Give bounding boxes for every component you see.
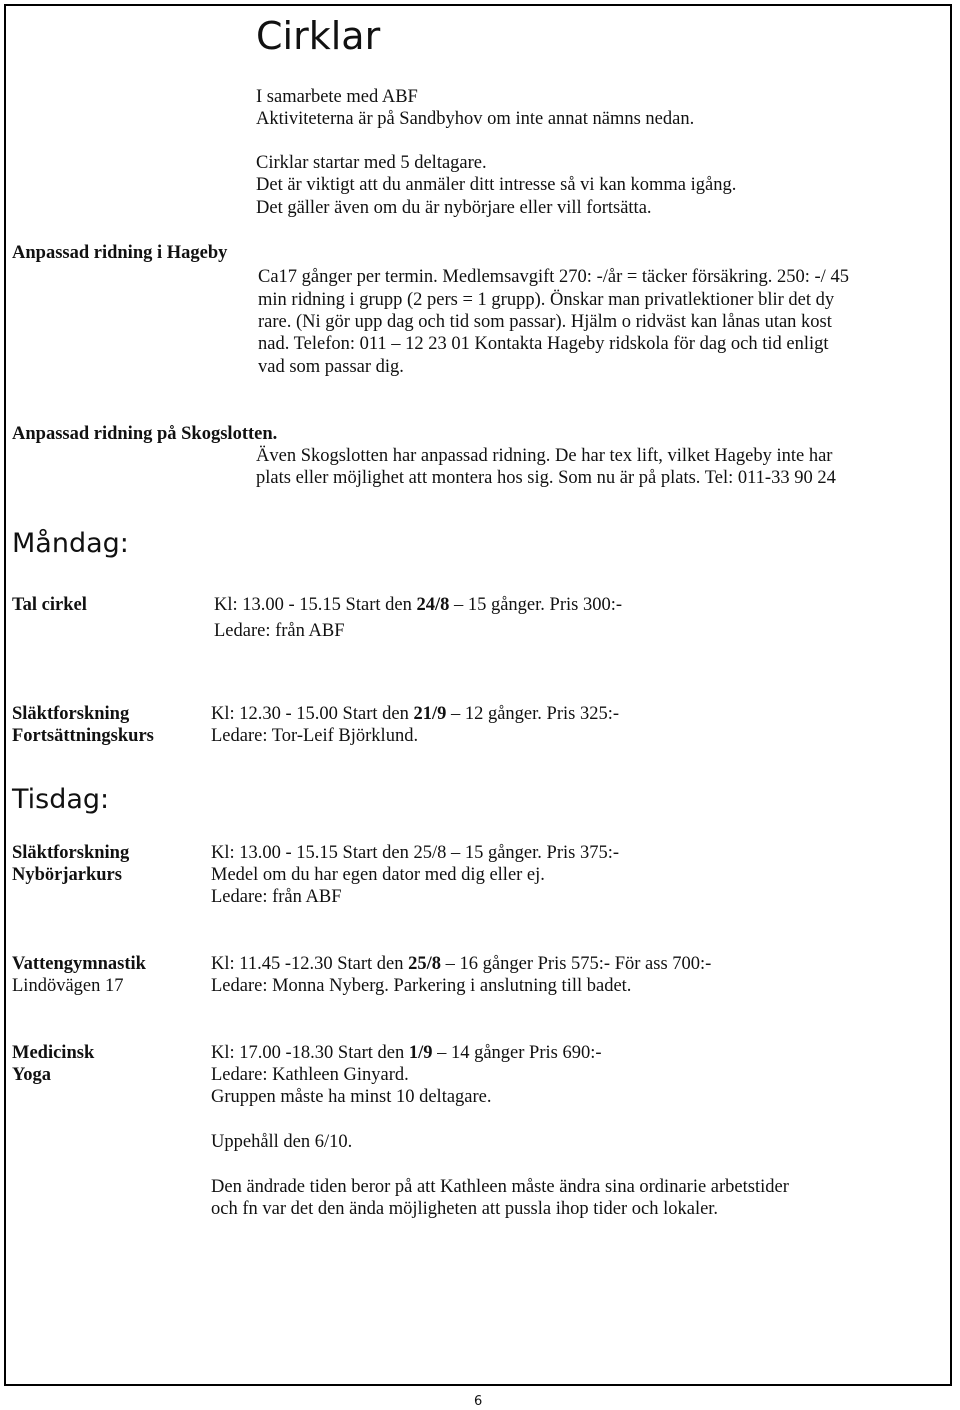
day-heading-monday: Måndag: — [12, 528, 129, 559]
intro-line: Cirklar startar med 5 deltagare. — [256, 153, 487, 173]
course-label: Släktforskning — [12, 843, 130, 863]
course-note: Den ändrade tiden beror på att Kathleen måste ändra sina ordinarie arbetstider — [211, 1177, 789, 1197]
course-schedule: Kl: 13.00 - 15.15 Start den 24/8 – 15 gånger. Pris 300:- — [214, 595, 622, 615]
intro-line: I samarbete med ABF — [256, 87, 418, 107]
course-label: Vattengymnastik — [12, 954, 146, 974]
course-label: Släktforskning — [12, 704, 130, 724]
hageby-line: nad. Telefon: 011 – 12 23 01 Kontakta Hageby ridskola för dag och tid enligt — [258, 334, 829, 354]
course-label: Nybörjarkurs — [12, 865, 122, 885]
course-label: Yoga — [12, 1065, 52, 1085]
course-note: Medel om du har egen dator med dig eller ej. — [211, 865, 545, 885]
course-leader: Ledare: Tor-Leif Björklund. — [211, 726, 419, 746]
page-title: Cirklar — [256, 14, 381, 58]
course-schedule: Kl: 12.30 - 15.00 Start den 21/9 – 12 gånger. Pris 325:- — [211, 704, 619, 724]
intro-line: Det gäller även om du är nybörjare eller vill fortsätta. — [256, 198, 652, 218]
course-note: och fn var det den ända möjligheten att pussla ihop tider och lokaler. — [211, 1199, 719, 1219]
course-note: Uppehåll den 6/10. — [211, 1132, 353, 1152]
hageby-line: rare. (Ni gör upp dag och tid som passar). Hjälm o ridväst kan lånas utan kost — [258, 312, 832, 332]
course-label: Fortsättningskurs — [12, 726, 154, 746]
course-note: Gruppen måste ha minst 10 deltagare. — [211, 1087, 492, 1107]
day-heading-tuesday: Tisdag: — [12, 784, 110, 815]
course-leader: Ledare: Kathleen Ginyard. — [211, 1065, 409, 1085]
course-leader: Ledare: från ABF — [214, 621, 345, 641]
hageby-line: vad som passar dig. — [258, 357, 404, 377]
skogslotten-line: Även Skogslotten har anpassad ridning. De har tex lift, vilket Hageby inte har — [256, 446, 833, 466]
intro-line: Aktiviteterna är på Sandbyhov om inte annat nämns nedan. — [256, 109, 695, 129]
hageby-line: Ca17 gånger per termin. Medlemsavgift 270: -/år = täcker försäkring. 250: -/ 45 — [258, 267, 849, 287]
course-leader: Ledare: Monna Nyberg. Parkering i anslutning till badet. — [211, 976, 632, 996]
page-number: 6 — [474, 1394, 483, 1409]
intro-line: Det är viktigt att du anmäler ditt intresse så vi kan komma igång. — [256, 175, 737, 195]
course-schedule: Kl: 17.00 -18.30 Start den 1/9 – 14 gånger Pris 690:- — [211, 1043, 602, 1063]
course-leader: Ledare: från ABF — [211, 887, 342, 907]
skogslotten-line: plats eller möjlighet att montera hos sig. Som nu är på plats. Tel: 011-33 90 24 — [256, 468, 836, 488]
course-label: Medicinsk — [12, 1043, 95, 1063]
course-location: Lindövägen 17 — [12, 976, 124, 996]
course-schedule: Kl: 11.45 -12.30 Start den 25/8 – 16 gånger Pris 575:- För ass 700:- — [211, 954, 712, 974]
hageby-line: min ridning i grupp (2 pers = 1 grupp). Önskar man privatlektioner blir det dy — [258, 290, 835, 310]
course-schedule: Kl: 13.00 - 15.15 Start den 25/8 – 15 gånger. Pris 375:- — [211, 843, 619, 863]
course-label: Tal cirkel — [12, 595, 87, 615]
section-heading-hageby: Anpassad ridning i Hageby — [12, 243, 228, 263]
section-heading-skogslotten: Anpassad ridning på Skogslotten. — [12, 424, 278, 444]
